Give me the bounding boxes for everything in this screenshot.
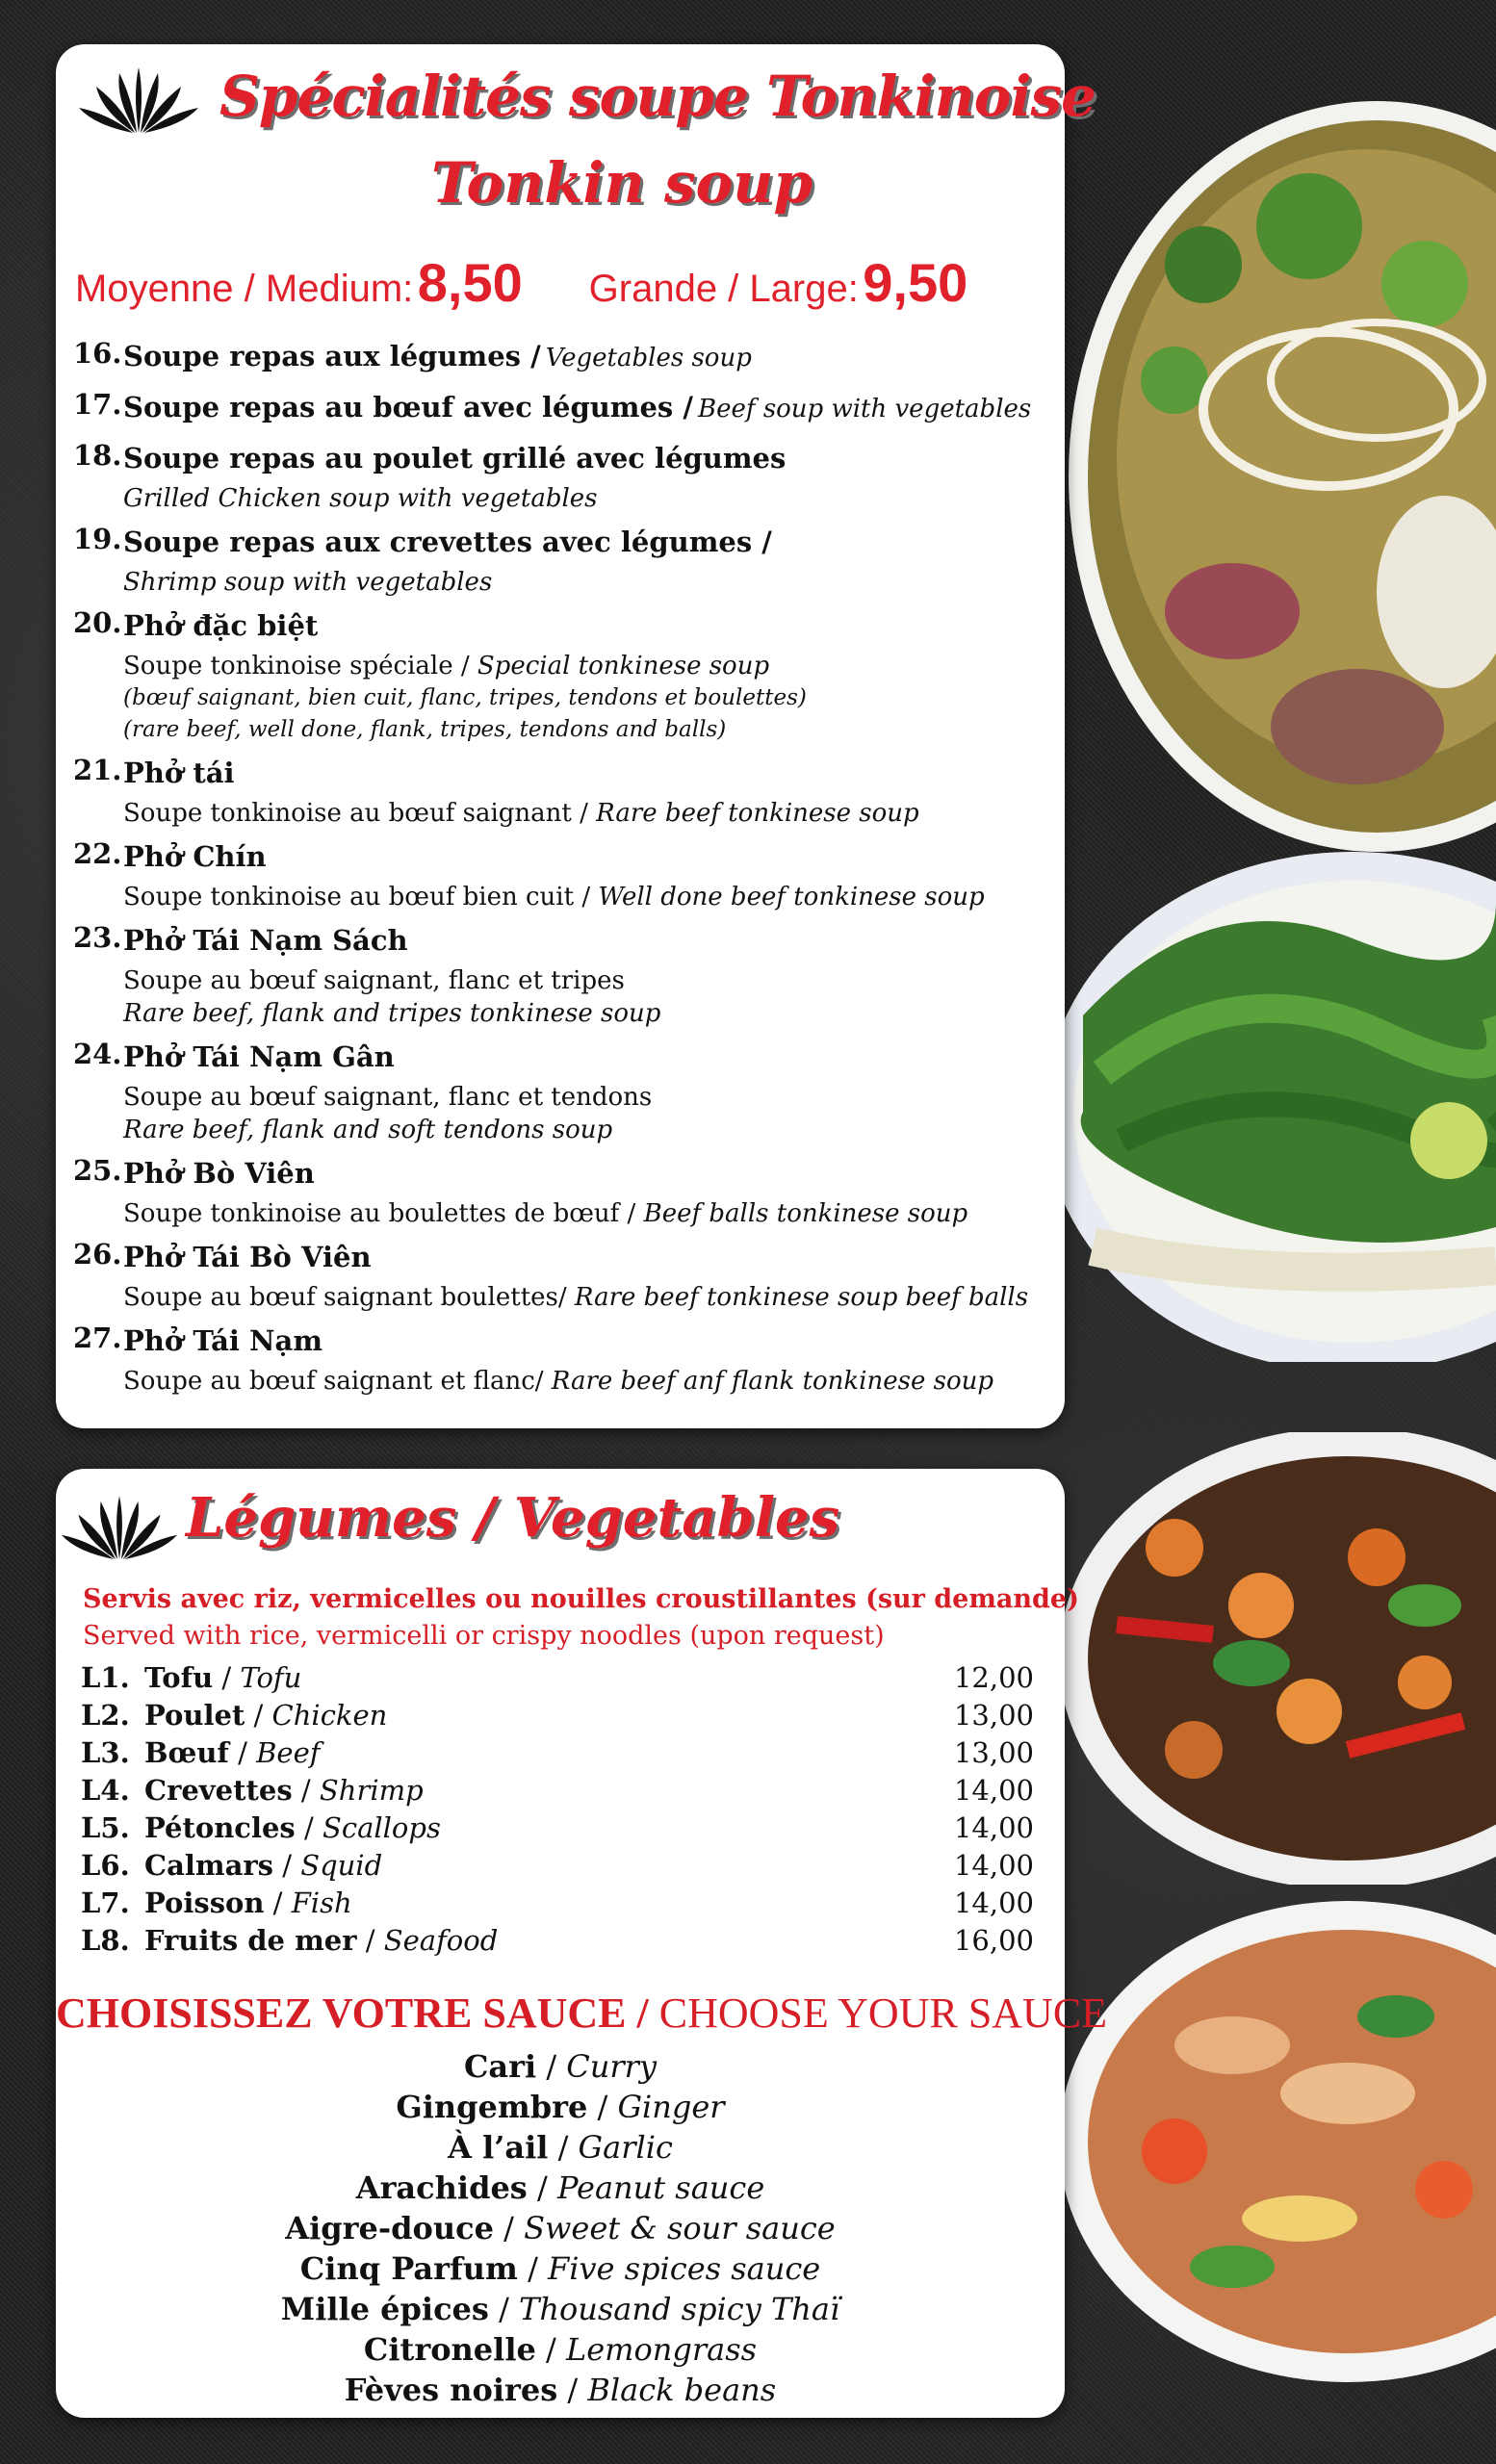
item-name: Pétoncles <box>144 1811 296 1844</box>
sauce-item: Arachides / Peanut sauce <box>355 2169 765 2206</box>
list-item <box>73 921 1045 1030</box>
medium-label: Moyenne / Medium: <box>75 268 414 310</box>
soup-title-en: Tonkin soup <box>431 150 813 216</box>
sauce-item: Cari / Curry <box>463 2048 658 2085</box>
list-item <box>73 1238 1045 1314</box>
item-number: L3. <box>81 1736 130 1769</box>
item-name: Soupe repas au bœuf avec légumes / <box>123 391 693 424</box>
item-number: 27. <box>73 1322 122 1354</box>
sauce-heading-en: CHOOSE YOUR SAUCE <box>658 1989 1108 2037</box>
item-french: Soupe tonkinoise au bœuf bien cuit / <box>123 883 591 911</box>
list-item: L7. Poisson / Fish 14,00 <box>81 1886 1034 1919</box>
list-item <box>73 1038 1045 1146</box>
item-french: Soupe au bœuf saignant et flanc/ <box>123 1367 544 1396</box>
item-english: Beef soup with vegetables <box>698 395 1032 424</box>
item-price: 14,00 <box>953 1774 1034 1807</box>
item-english: Rare beef anf flank tonkinese soup <box>551 1367 994 1396</box>
sauce-fr: À l’ail <box>448 2129 549 2166</box>
item-english: Seafood <box>383 1924 499 1957</box>
list-item <box>73 837 1045 913</box>
list-item: L3. Bœuf / Beef 13,00 <box>81 1736 1034 1769</box>
item-name: Crevettes <box>144 1774 293 1807</box>
item-french: Soupe tonkinoise au bœuf saignant / <box>123 799 588 828</box>
item-french: Soupe tonkinoise spéciale / <box>123 652 470 680</box>
item-english: Chicken <box>271 1699 388 1732</box>
sauce-heading <box>56 1989 1108 2038</box>
sauce-en: Lemongrass <box>565 2331 758 2368</box>
item-english: Rare beef tonkinese soup <box>596 799 919 828</box>
item-name: Fruits de mer <box>144 1924 357 1957</box>
sauce-fr: Arachides <box>355 2169 528 2206</box>
list-item: L6. Calmars / Squid 14,00 <box>81 1849 1034 1882</box>
list-item <box>73 1322 1045 1398</box>
stirfry-photo-1 <box>1059 1432 1496 1885</box>
medium-price: 8,50 <box>417 252 523 313</box>
item-number: L2. <box>81 1699 130 1732</box>
item-english: Rare beef tonkinese soup beef balls <box>574 1283 1029 1312</box>
sauce-fr: Gingembre <box>396 2089 588 2125</box>
item-english: Rare beef, flank and soft tendons soup <box>123 1116 613 1144</box>
sauce-en: Five spices sauce <box>548 2250 821 2287</box>
sauce-en: Peanut sauce <box>556 2169 765 2206</box>
item-name: Phở Tái Nạm <box>123 1324 323 1357</box>
item-number: 25. <box>73 1154 122 1187</box>
item-price: 14,00 <box>953 1886 1034 1919</box>
sauce-heading-fr: CHOISISSEZ VOTRE SAUCE / <box>56 1989 649 2037</box>
item-price: 13,00 <box>953 1736 1034 1769</box>
sauce-item: Citronelle / Lemongrass <box>363 2331 758 2368</box>
soup-title-fr: Spécialités soupe Tonkinoise <box>219 64 1096 129</box>
item-price: 12,00 <box>953 1661 1034 1694</box>
list-item <box>73 1154 1045 1230</box>
sauce-en: Black beans <box>587 2372 777 2408</box>
list-item <box>73 754 1045 830</box>
vegetables-title: Légumes / Vegetables <box>186 1486 840 1550</box>
sauce-fr: Aigre-douce <box>285 2210 494 2246</box>
item-name: Phở Bò Viên <box>123 1157 315 1190</box>
item-number: 17. <box>73 388 122 421</box>
item-name: Tofu <box>144 1661 214 1694</box>
sauce-en: Curry <box>566 2048 658 2085</box>
item-english: Fish <box>291 1886 352 1919</box>
herbs-plate-photo <box>1064 823 1496 1362</box>
list-item <box>73 523 1045 599</box>
item-name: Phở Tái Nạm Sách <box>123 924 408 957</box>
soup-items-list <box>73 337 1045 1405</box>
stirfry-photo-2 <box>1059 1901 1496 2382</box>
item-name: Poisson <box>144 1886 265 1919</box>
item-price: 14,00 <box>953 1849 1034 1882</box>
item-english: Well done beef tonkinese soup <box>598 883 985 911</box>
soup-section-card <box>56 44 1096 1428</box>
served-with-fr: Servis avec riz, vermicelles ou nouilles croustillantes (sur demande) <box>83 1584 1079 1614</box>
sauce-item: Cinq Parfum / Five spices sauce <box>299 2250 821 2287</box>
list-item <box>73 439 1045 515</box>
item-english: Beef <box>256 1736 321 1769</box>
vegetables-list <box>81 1661 1034 1962</box>
item-name: Phở Tái Bò Viên <box>123 1241 372 1273</box>
sauce-fr: Cinq Parfum <box>299 2250 518 2287</box>
large-label: Grande / Large: <box>588 268 859 310</box>
item-french: Soupe au bœuf saignant boulettes/ <box>123 1283 567 1312</box>
item-french: Soupe tonkinoise au boulettes de bœuf / <box>123 1199 636 1228</box>
item-number: 24. <box>73 1038 122 1070</box>
sauce-item: Gingembre / Ginger <box>396 2089 725 2125</box>
sauce-fr: Fèves noires <box>344 2372 558 2408</box>
lotus-icon <box>77 65 200 135</box>
item-number: L7. <box>81 1886 130 1919</box>
item-french: Soupe au bœuf saignant, flanc et tendons <box>123 1083 653 1112</box>
item-number: 18. <box>73 439 122 472</box>
item-name: Phở Tái Nạm Gân <box>123 1040 395 1073</box>
item-number: 16. <box>73 337 122 370</box>
sauce-en: Ginger <box>617 2089 725 2125</box>
item-name: Phở tái <box>123 757 235 789</box>
item-price: 13,00 <box>953 1699 1034 1732</box>
item-name: Soupe repas aux crevettes avec légumes / <box>123 526 772 558</box>
item-price: 16,00 <box>953 1924 1034 1957</box>
item-number: 26. <box>73 1238 122 1270</box>
item-name: Soupe repas au poulet grillé avec légumes <box>123 442 787 475</box>
item-english: Shrimp soup with vegetables <box>123 568 493 597</box>
item-english: Beef balls tonkinese soup <box>643 1199 968 1228</box>
sauce-en: Sweet & sour sauce <box>524 2210 836 2246</box>
list-item <box>73 388 1045 431</box>
size-prices <box>75 251 1047 314</box>
item-french: Soupe au bœuf saignant, flanc et tripes <box>123 966 625 995</box>
item-note-en: (rare beef, well done, flank, tripes, tendons and balls) <box>123 717 727 742</box>
sauce-en: Garlic <box>578 2129 673 2166</box>
pho-bowl-photo <box>1059 91 1496 861</box>
large-price: 9,50 <box>863 252 968 313</box>
list-item: L8. Fruits de mer / Seafood 16,00 <box>81 1924 1034 1957</box>
lotus-icon <box>60 1494 179 1561</box>
list-item: L5. Pétoncles / Scallops 14,00 <box>81 1811 1034 1844</box>
item-number: L8. <box>81 1924 130 1957</box>
item-note-fr: (bœuf saignant, bien cuit, flanc, tripes, tendons et boulettes) <box>123 685 807 710</box>
sauce-list <box>56 2046 1065 2410</box>
item-number: L5. <box>81 1811 130 1844</box>
list-item <box>73 606 1045 746</box>
item-name: Phở Chín <box>123 840 267 873</box>
item-number: 21. <box>73 754 122 786</box>
vegetables-section-card <box>56 1469 1108 2418</box>
item-english: Scallops <box>322 1811 441 1844</box>
item-number: L1. <box>81 1661 130 1694</box>
item-english: Vegetables soup <box>545 344 752 372</box>
item-price: 14,00 <box>953 1811 1034 1844</box>
item-name: Bœuf <box>144 1736 229 1769</box>
item-number: 22. <box>73 837 122 870</box>
item-number: 19. <box>73 523 122 555</box>
served-with-en: Served with rice, vermicelli or crispy noodles (upon request) <box>83 1621 885 1651</box>
sauce-item: Fèves noires / Black beans <box>344 2372 777 2408</box>
item-english: Tofu <box>240 1661 302 1694</box>
sauce-en: Thousand spicy Thaï <box>519 2291 840 2327</box>
sauce-fr: Mille épices <box>280 2291 489 2327</box>
item-name: Calmars <box>144 1849 273 1882</box>
item-name: Poulet <box>144 1699 245 1732</box>
sauce-item: Aigre-douce / Sweet & sour sauce <box>285 2210 836 2246</box>
sauce-item: Mille épices / Thousand spicy Thaï <box>280 2291 840 2327</box>
item-name: Soupe repas aux légumes / <box>123 340 541 372</box>
item-english: Shrimp <box>319 1774 424 1807</box>
sauce-fr: Cari <box>463 2048 537 2085</box>
item-english: Special tonkinese soup <box>477 652 770 680</box>
list-item <box>73 337 1045 380</box>
item-english: Rare beef, flank and tripes tonkinese soup <box>123 999 661 1028</box>
list-item: L4. Crevettes / Shrimp 14,00 <box>81 1774 1034 1807</box>
item-number: L6. <box>81 1849 130 1882</box>
item-english: Grilled Chicken soup with vegetables <box>123 484 598 513</box>
item-english: Squid <box>300 1849 383 1882</box>
item-name: Phở đặc biệt <box>123 609 319 642</box>
sauce-fr: Citronelle <box>363 2331 536 2368</box>
list-item: L1. Tofu / Tofu 12,00 <box>81 1661 1034 1694</box>
item-number: 20. <box>73 606 122 639</box>
item-number: 23. <box>73 921 122 954</box>
list-item: L2. Poulet / Chicken 13,00 <box>81 1699 1034 1732</box>
item-number: L4. <box>81 1774 130 1807</box>
sauce-item: À l’ail / Garlic <box>448 2129 673 2166</box>
